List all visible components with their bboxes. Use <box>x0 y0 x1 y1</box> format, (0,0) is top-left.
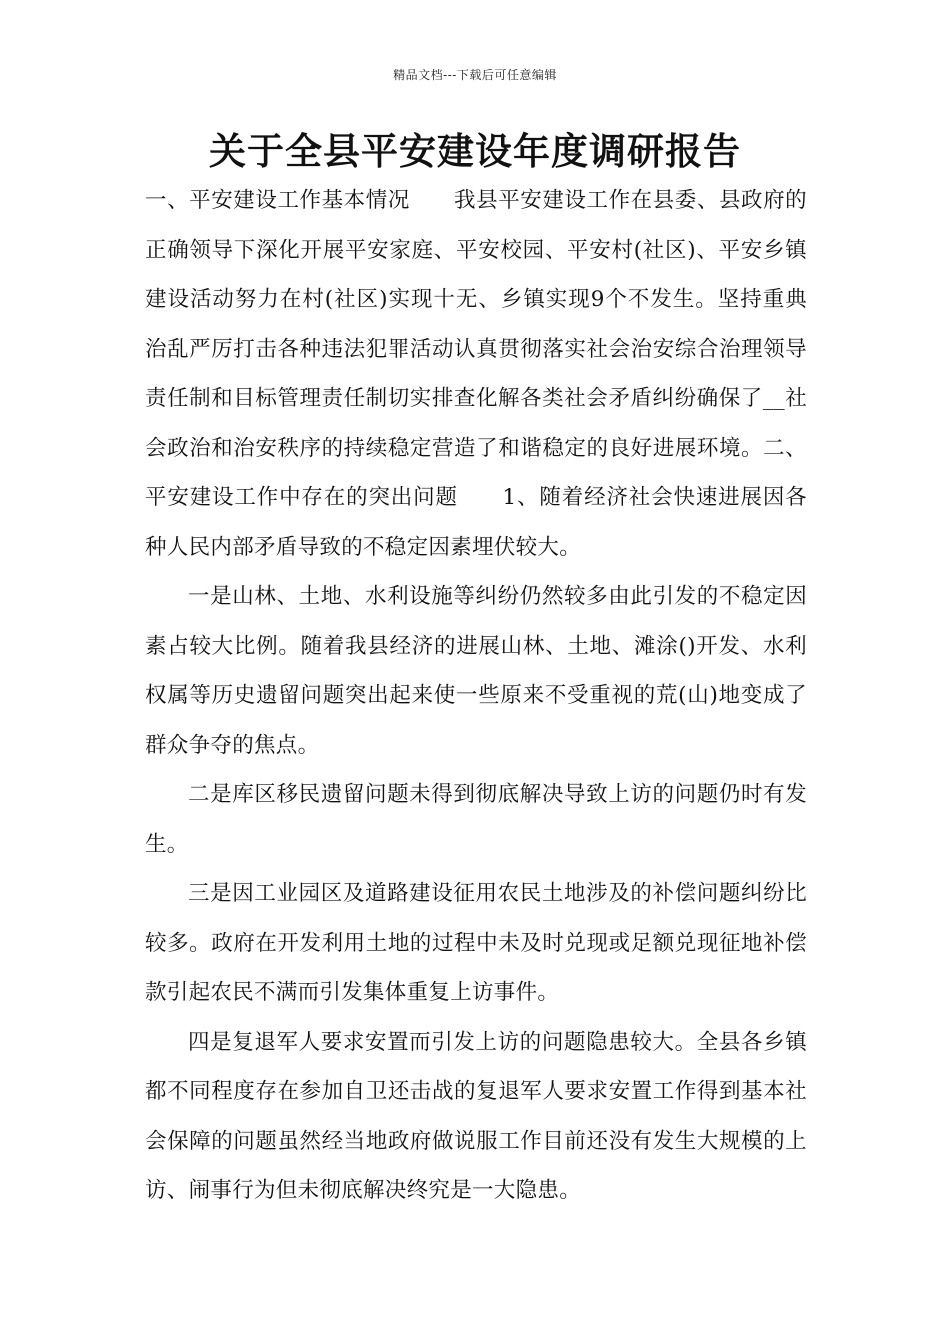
document-body <box>145 176 807 1216</box>
document-title: 关于全县平安建设年度调研报告 <box>209 130 741 173</box>
paragraph-4: 三是因工业园区及道路建设征用农民土地涉及的补偿问题纠纷比较多。政府在开发利用土地的过程中未及时兑现或足额兑现征地补偿款引起农民不满而引发集体重复上访事件。 <box>145 881 807 1005</box>
paragraph-1: 一、平安建设工作基本情况 我县平安建设工作在县委、县政府的正确领导下深化开展平安家庭、平安校园、平安村(社区)、平安乡镇建设活动努力在村(社区)实现十无、乡镇实现9个不发生。坚持重典治乱严厉打击各种违法犯罪活动认真贯彻落实社会治安综合治理领导责任制和目标管理责任制切实排查化解各类社会矛盾纠纷确保了__社会政治和治安秩序的持续稳定营造了和谐稳定的良好进展环境。二、平安建设工作中存在的突出问题 1、随着经济社会快速进展因各种人民内部矛盾导致的不稳定因素埋伏较大。 <box>145 188 807 560</box>
paragraph-5: 四是复退军人要求安置而引发上访的问题隐患较大。全县各乡镇都不同程度存在参加自卫还击战的复退军人要求安置工作得到基本社会保障的问题虽然经当地政府做说服工作目前还没有发生大规模的上访、闹事行为但未彻底解决终究是一大隐患。 <box>145 1029 807 1203</box>
paragraph-3: 二是库区移民遗留问题未得到彻底解决导致上访的问题仍时有发生。 <box>145 782 807 857</box>
paragraph-2: 一是山林、土地、水利设施等纠纷仍然较多由此引发的不稳定因素占较大比例。随着我县经济的进展山林、土地、滩涂()开发、水利权属等历史遗留问题突出起来使一些原来不受重视的荒(山)地变成了群众争夺的焦点。 <box>145 584 807 758</box>
header-note: 精品文档---下载后可任意编辑 <box>393 68 557 82</box>
